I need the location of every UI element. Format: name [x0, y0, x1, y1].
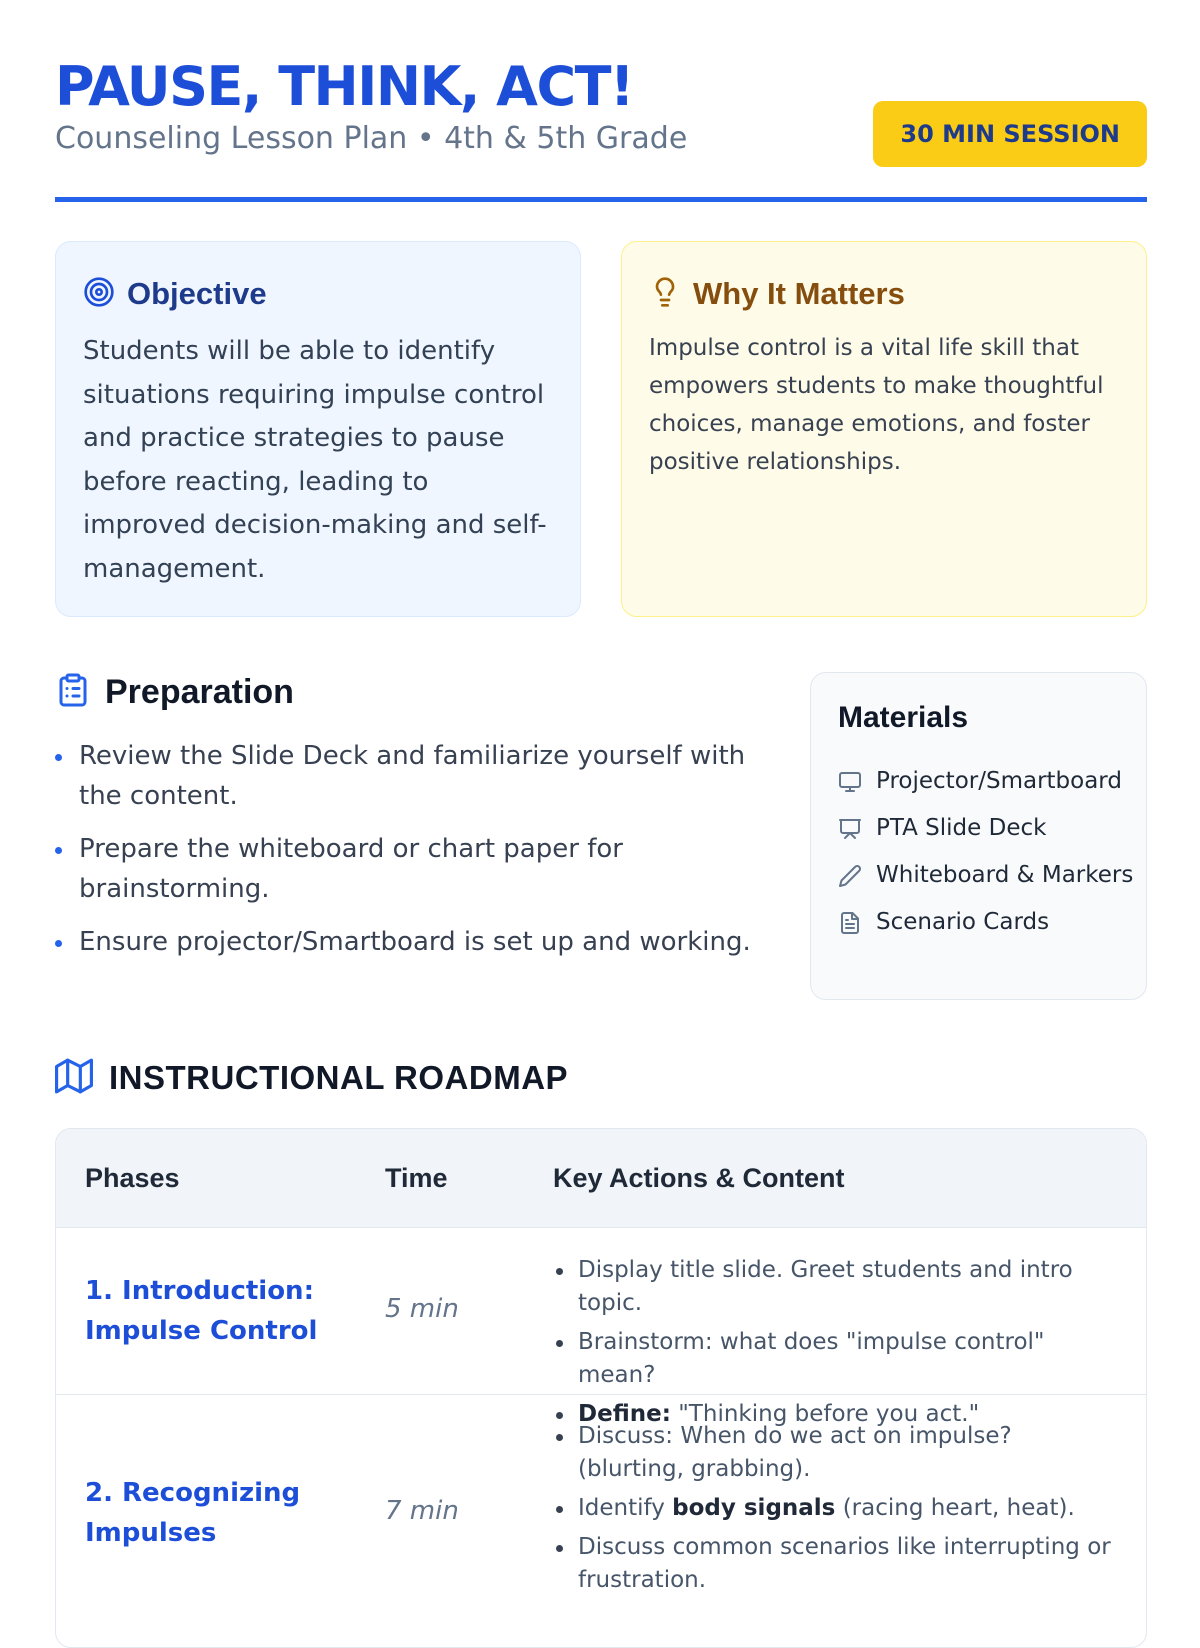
- material-item: [838, 906, 1138, 939]
- phase-name: 1. Introduction: Impulse Control: [85, 1276, 318, 1346]
- preparation-title: Preparation: [105, 672, 294, 711]
- presentation-icon: [838, 817, 862, 841]
- phase-time: 5 min: [385, 1294, 459, 1324]
- page-subtitle: Counseling Lesson Plan • 4th & 5th Grade: [55, 121, 688, 156]
- material-label: Whiteboard & Markers: [876, 862, 1134, 888]
- material-label: Projector/Smartboard: [876, 768, 1122, 794]
- document-icon: [838, 911, 862, 935]
- action-text: "Thinking before you act.": [670, 1401, 980, 1427]
- table-header: [56, 1129, 1146, 1228]
- table-row: [56, 1395, 1146, 1648]
- map-icon: [55, 1057, 93, 1099]
- column-header-phases: Phases: [85, 1163, 180, 1193]
- action-text: Identify: [578, 1495, 673, 1521]
- list-item: Ensure projector/Smartboard is set up and working.: [55, 922, 775, 962]
- column-header-time: Time: [385, 1163, 448, 1193]
- clipboard-icon: [55, 672, 91, 712]
- action-emphasis: body signals: [672, 1495, 836, 1521]
- target-icon: [83, 276, 115, 312]
- list-item: Prepare the whiteboard or chart paper for brainstorming.: [55, 829, 775, 909]
- objective-title: Objective: [127, 276, 267, 311]
- action-item: Discuss: When do we act on impulse? (blurting, grabbing).: [553, 1420, 1113, 1486]
- why-it-matters-card: [621, 241, 1147, 617]
- list-item: Review the Slide Deck and familiarize yourself with the content.: [55, 736, 775, 816]
- action-item: Brainstorm: what does "impulse control" mean?: [553, 1326, 1113, 1392]
- roadmap-header: [55, 1057, 568, 1099]
- roadmap-table: [55, 1128, 1147, 1648]
- materials-list: [838, 765, 1138, 953]
- action-text: (racing heart, heat).: [835, 1495, 1075, 1521]
- pencil-icon: [838, 864, 862, 888]
- header: [55, 55, 1147, 202]
- roadmap-title: INSTRUCTIONAL ROADMAP: [109, 1059, 569, 1096]
- action-item: [553, 1492, 1113, 1525]
- why-header: [649, 276, 905, 312]
- action-item: Display title slide. Greet students and intro topic.: [553, 1254, 1113, 1320]
- why-text: Impulse control is a vital life skill that empowers students to make thoughtful choices, manage emotions, and foster positive relationships.: [649, 335, 1104, 475]
- why-title: Why It Matters: [693, 276, 905, 311]
- preparation-list: [55, 736, 775, 975]
- phase-name: 2. Recognizing Impulses: [85, 1478, 301, 1548]
- material-item: [838, 859, 1138, 892]
- action-emphasis: Define:: [578, 1401, 671, 1427]
- materials-card: [810, 672, 1147, 1000]
- monitor-icon: [838, 770, 862, 794]
- material-item: [838, 812, 1138, 845]
- materials-title: Materials: [838, 701, 969, 734]
- phase-time: 7 min: [385, 1496, 459, 1526]
- objective-card: [55, 241, 581, 617]
- preparation-header: [55, 672, 294, 712]
- objective-header: [83, 276, 267, 312]
- session-length-badge: 30 MIN SESSION: [873, 101, 1147, 167]
- lightbulb-icon: [649, 276, 681, 312]
- action-item: Discuss common scenarios like interrupting or frustration.: [553, 1531, 1113, 1597]
- material-label: PTA Slide Deck: [876, 815, 1047, 841]
- table-row: [56, 1227, 1146, 1427]
- objective-text: Students will be able to identify situations requiring impulse control and practice strategies to pause before reacting, leading to improved decision-making and self-management.: [83, 336, 547, 584]
- column-header-actions: Key Actions & Content: [553, 1163, 845, 1193]
- phase-actions: [553, 1420, 1113, 1603]
- page-title: PAUSE, THINK, ACT!: [55, 55, 634, 118]
- material-label: Scenario Cards: [876, 909, 1050, 935]
- material-item: [838, 765, 1138, 798]
